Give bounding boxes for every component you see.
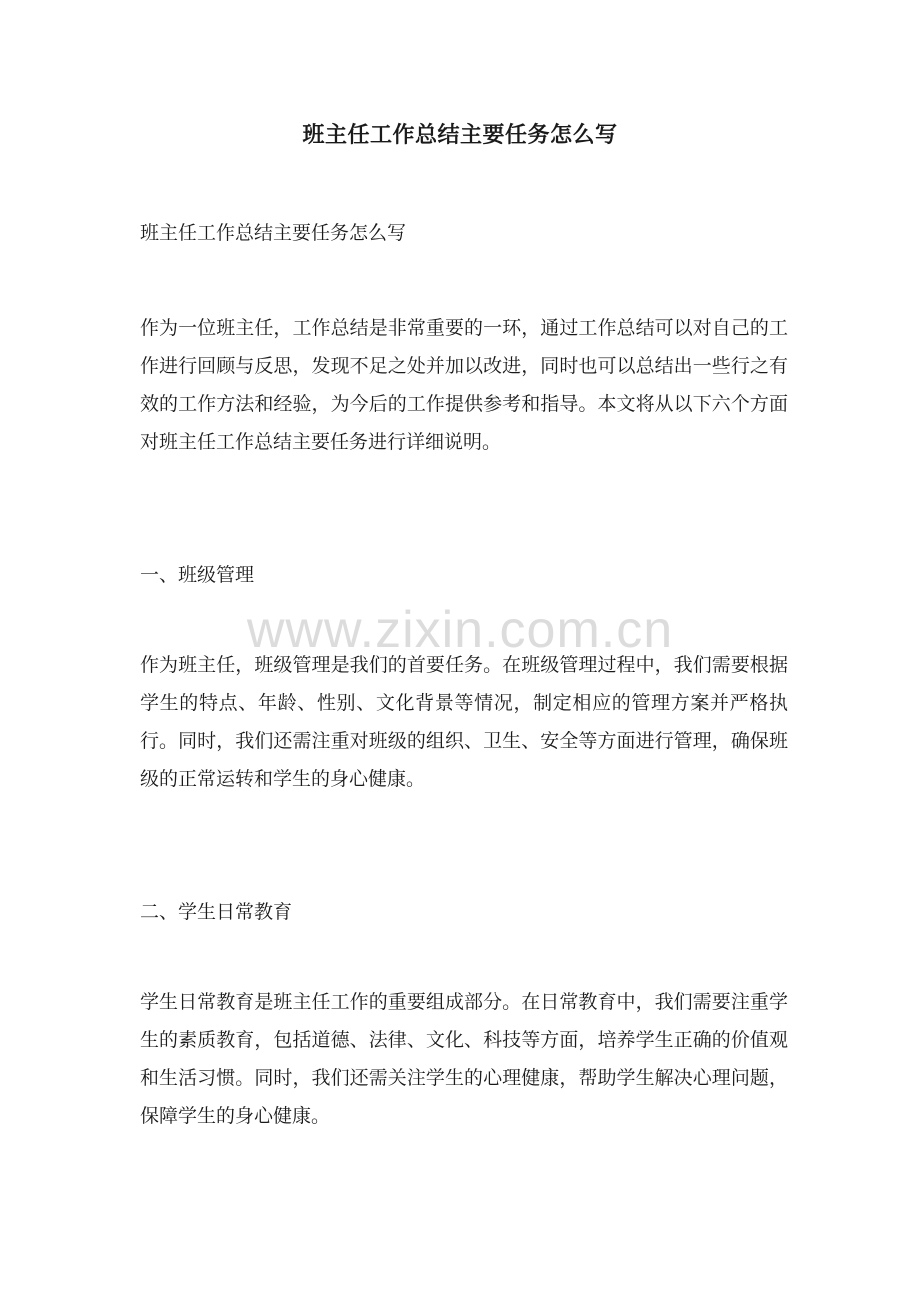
intro-paragraph: 作为一位班主任，工作总结是非常重要的一环，通过工作总结可以对自己的工作进行回顾与反思，发现不足之处并加以改进，同时也可以总结出一些行之有效的工作方法和经验，为今后的工作提供参考和指导。本文将从以下六个方面对班主任工作总结主要任务进行详细说明。 [140,317,788,453]
watermark: www.zixin.com.cn [246,601,674,659]
document-subtitle: 班主任工作总结主要任务怎么写 [140,222,407,244]
section-heading-class-management: 一、班级管理 [140,564,255,586]
section-heading-daily-education: 二、学生日常教育 [140,901,293,923]
section-body-daily-education: 学生日常教育是班主任工作的重要组成部分。在日常教育中，我们需要注重学生的素质教育，包括道德、法律、文化、科技等方面，培养学生正确的价值观和生活习惯。同时，我们还需关注学生的心理健康，帮助学生解决心理问题，保障学生的身心健康。 [140,991,788,1127]
document-title: 班主任工作总结主要任务怎么写 [302,122,618,148]
section-body-class-management: 作为班主任，班级管理是我们的首要任务。在班级管理过程中，我们需要根据学生的特点、年龄、性别、文化背景等情况，制定相应的管理方案并严格执行。同时，我们还需注重对班级的组织、卫生、安全等方面进行管理，确保班级的正常运转和学生的身心健康。 [140,654,788,790]
